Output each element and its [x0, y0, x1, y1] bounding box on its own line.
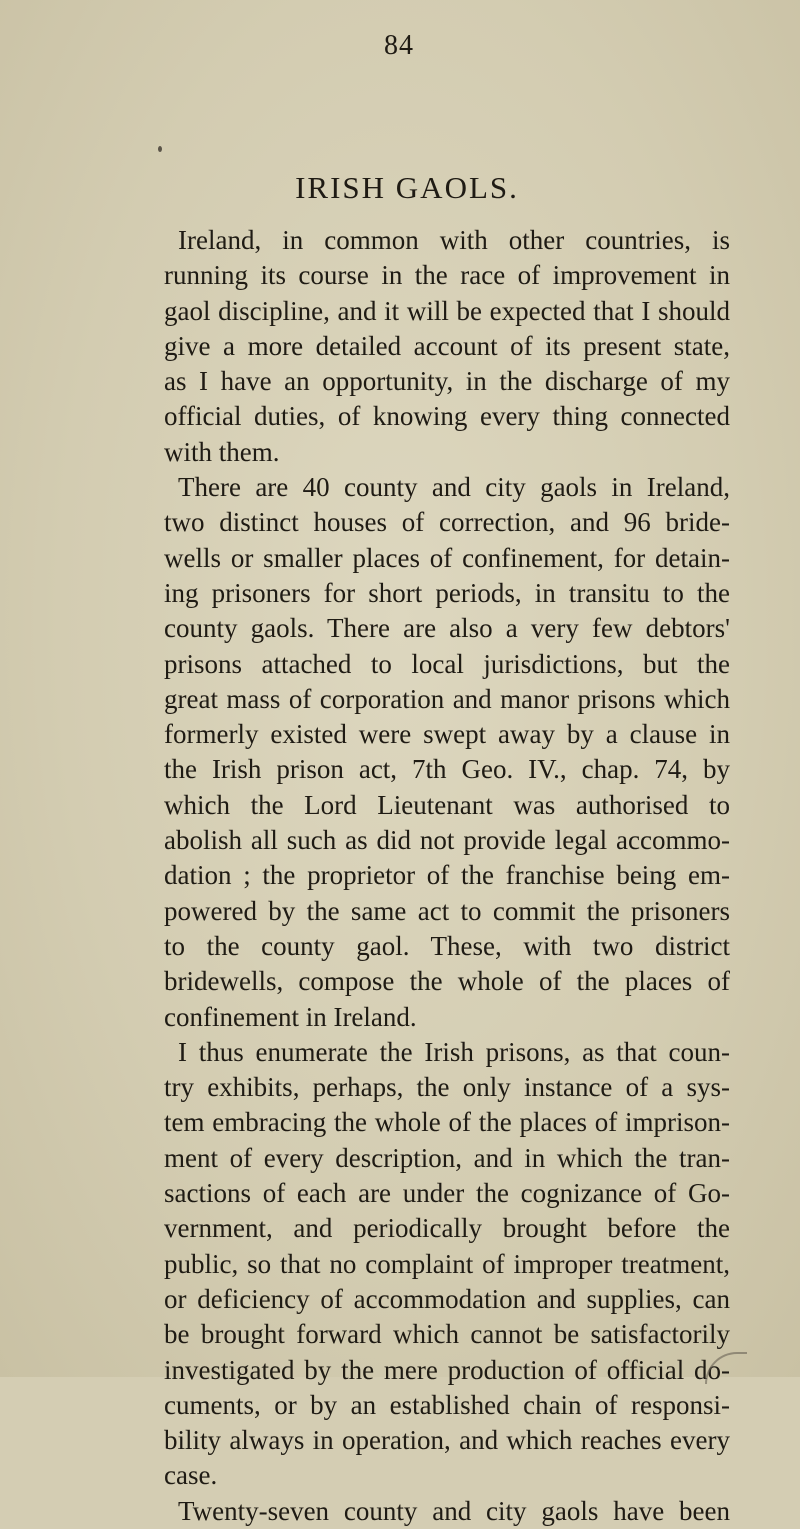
text-line: or deficiency of accommodation and supplies, can — [164, 1283, 730, 1314]
body-text — [164, 223, 730, 1529]
text-line: great mass of corporation and manor prisons which — [164, 683, 730, 714]
text-line: gaol discipline, and it will be expected that I should — [164, 295, 730, 326]
ink-speck — [158, 146, 162, 152]
text-line: vernment, and periodically brought before the — [164, 1213, 730, 1244]
text-line: Twenty-seven county and city gaols have been — [178, 1495, 730, 1526]
text-line: wells or smaller places of confinement, for detain- — [164, 542, 730, 573]
text-line: prisons attached to local jurisdictions, but the — [164, 648, 730, 679]
text-line: ment of every description, and in which the tran- — [164, 1142, 730, 1173]
text-line: public, so that no complaint of improper treatment, — [164, 1248, 730, 1279]
text-line: to the county gaol. These, with two district — [164, 930, 730, 961]
text-line: with them. — [164, 436, 280, 467]
text-line: confinement in Ireland. — [164, 1001, 417, 1032]
text-line: investigated by the mere production of official do- — [164, 1354, 730, 1385]
text-line: give a more detailed account of its present state, — [164, 330, 730, 361]
text-line: be brought forward which cannot be satisfactorily — [164, 1319, 730, 1350]
page-number: 84 — [384, 30, 414, 61]
text-line: There are 40 county and city gaols in Ireland, — [178, 472, 730, 503]
text-line: the Irish prison act, 7th Geo. IV., chap. 74, by — [164, 754, 730, 785]
text-line: bility always in operation, and which reaches every — [164, 1425, 730, 1456]
chapter-title: IRISH GAOLS. — [295, 170, 519, 205]
text-line: two distinct houses of correction, and 96 bride- — [164, 507, 730, 538]
text-line: which the Lord Lieutenant was authorised to — [164, 789, 730, 820]
text-line: dation ; the proprietor of the franchise being em- — [164, 860, 730, 891]
text-line: powered by the same act to commit the prisoners — [164, 895, 730, 926]
text-line: tem embracing the whole of the places of imprison- — [164, 1107, 730, 1138]
text-line: Ireland, in common with other countries, is — [178, 225, 730, 255]
text-line: running its course in the race of improvement in — [164, 260, 730, 291]
text-line: as I have an opportunity, in the discharge of my — [164, 366, 730, 397]
text-line: bridewells, compose the whole of the places of — [164, 966, 730, 997]
text-line: official duties, of knowing every thing connected — [164, 401, 730, 432]
text-line: formerly existed were swept away by a clause in — [164, 719, 730, 750]
text-line: abolish all such as did not provide legal accommo- — [164, 825, 730, 856]
text-line: I thus enumerate the Irish prisons, as that coun- — [178, 1036, 730, 1067]
text-line: county gaols. There are also a very few debtors' — [164, 613, 730, 644]
text-line: ing prisoners for short periods, in transitu to the — [164, 577, 730, 608]
text-line: cuments, or by an established chain of responsi- — [164, 1389, 730, 1420]
text-line: sactions of each are under the cognizance of Go- — [164, 1178, 730, 1209]
text-line: case. — [164, 1460, 218, 1491]
text-line: try exhibits, perhaps, the only instance of a sys- — [164, 1072, 730, 1103]
